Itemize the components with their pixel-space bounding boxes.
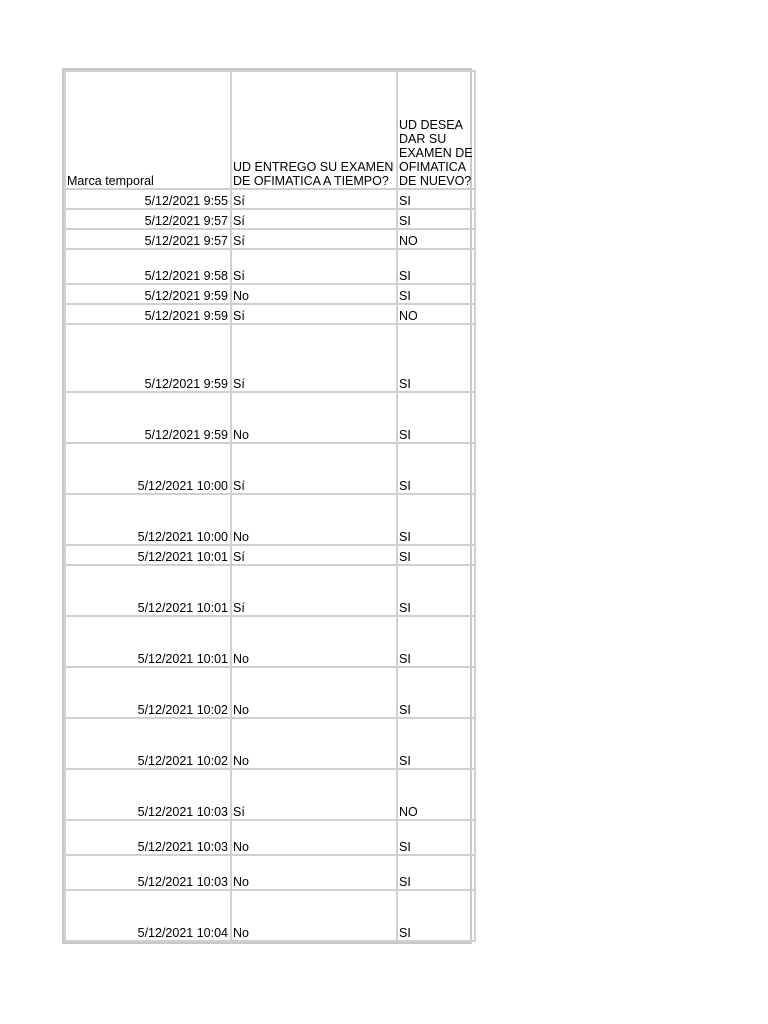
table-row xyxy=(65,304,475,324)
on-time-cell: Sí xyxy=(231,769,397,820)
on-time-cell: No xyxy=(231,667,397,718)
again-cell: SI xyxy=(397,209,475,229)
again-cell: SI xyxy=(397,667,475,718)
on-time-cell: Sí xyxy=(231,189,397,209)
table-row xyxy=(65,890,475,941)
table-row xyxy=(65,229,475,249)
table-row xyxy=(65,855,475,890)
table-row xyxy=(65,718,475,769)
table-row xyxy=(65,820,475,855)
on-time-cell: Sí xyxy=(231,249,397,284)
again-cell: SI xyxy=(397,820,475,855)
on-time-cell: Sí xyxy=(231,304,397,324)
again-cell: SI xyxy=(397,249,475,284)
on-time-cell: No xyxy=(231,855,397,890)
again-cell: SI xyxy=(397,324,475,392)
again-cell: SI xyxy=(397,443,475,494)
again-cell: SI xyxy=(397,284,475,304)
on-time-cell: Sí xyxy=(231,229,397,249)
header-again: UD DESEA DAR SU EXAMEN DE OFIMATICA DE NUEVO? xyxy=(397,71,475,189)
timestamp-cell: 5/12/2021 9:57 xyxy=(65,229,231,249)
timestamp-cell: 5/12/2021 10:04 xyxy=(65,890,231,941)
table-row xyxy=(65,565,475,616)
timestamp-cell: 5/12/2021 10:00 xyxy=(65,443,231,494)
on-time-cell: Sí xyxy=(231,209,397,229)
on-time-cell: Sí xyxy=(231,545,397,565)
on-time-cell: No xyxy=(231,494,397,545)
timestamp-cell: 5/12/2021 10:03 xyxy=(65,769,231,820)
spreadsheet-table xyxy=(62,68,472,944)
timestamp-cell: 5/12/2021 9:59 xyxy=(65,304,231,324)
table-row xyxy=(65,392,475,443)
timestamp-cell: 5/12/2021 9:58 xyxy=(65,249,231,284)
again-cell: SI xyxy=(397,392,475,443)
timestamp-cell: 5/12/2021 9:59 xyxy=(65,392,231,443)
timestamp-cell: 5/12/2021 10:01 xyxy=(65,565,231,616)
timestamp-cell: 5/12/2021 9:57 xyxy=(65,209,231,229)
on-time-cell: Sí xyxy=(231,443,397,494)
again-cell: SI xyxy=(397,718,475,769)
table-row xyxy=(65,667,475,718)
on-time-cell: No xyxy=(231,820,397,855)
on-time-cell: No xyxy=(231,392,397,443)
again-cell: NO xyxy=(397,229,475,249)
timestamp-cell: 5/12/2021 9:59 xyxy=(65,324,231,392)
timestamp-cell: 5/12/2021 10:03 xyxy=(65,820,231,855)
responses-table xyxy=(64,70,476,942)
on-time-cell: Sí xyxy=(231,565,397,616)
timestamp-cell: 5/12/2021 9:59 xyxy=(65,284,231,304)
again-cell: SI xyxy=(397,855,475,890)
header-timestamp: Marca temporal xyxy=(65,71,231,189)
on-time-cell: No xyxy=(231,284,397,304)
on-time-cell: No xyxy=(231,890,397,941)
table-row xyxy=(65,284,475,304)
table-row xyxy=(65,324,475,392)
table-row xyxy=(65,443,475,494)
again-cell: SI xyxy=(397,545,475,565)
again-cell: SI xyxy=(397,616,475,667)
again-cell: SI xyxy=(397,189,475,209)
table-row xyxy=(65,616,475,667)
table-row xyxy=(65,209,475,229)
timestamp-cell: 5/12/2021 10:03 xyxy=(65,855,231,890)
timestamp-cell: 5/12/2021 10:02 xyxy=(65,718,231,769)
table-row xyxy=(65,189,475,209)
table-row xyxy=(65,545,475,565)
again-cell: SI xyxy=(397,494,475,545)
header-on-time: UD ENTREGO SU EXAMEN DE OFIMATICA A TIEMPO? xyxy=(231,71,397,189)
timestamp-cell: 5/12/2021 10:01 xyxy=(65,616,231,667)
header-row xyxy=(65,71,475,189)
again-cell: NO xyxy=(397,304,475,324)
on-time-cell: No xyxy=(231,616,397,667)
table-row xyxy=(65,494,475,545)
timestamp-cell: 5/12/2021 10:02 xyxy=(65,667,231,718)
again-cell: SI xyxy=(397,565,475,616)
timestamp-cell: 5/12/2021 9:55 xyxy=(65,189,231,209)
on-time-cell: No xyxy=(231,718,397,769)
timestamp-cell: 5/12/2021 10:01 xyxy=(65,545,231,565)
again-cell: NO xyxy=(397,769,475,820)
timestamp-cell: 5/12/2021 10:00 xyxy=(65,494,231,545)
table-row xyxy=(65,249,475,284)
again-cell: SI xyxy=(397,890,475,941)
on-time-cell: Sí xyxy=(231,324,397,392)
table-row xyxy=(65,769,475,820)
